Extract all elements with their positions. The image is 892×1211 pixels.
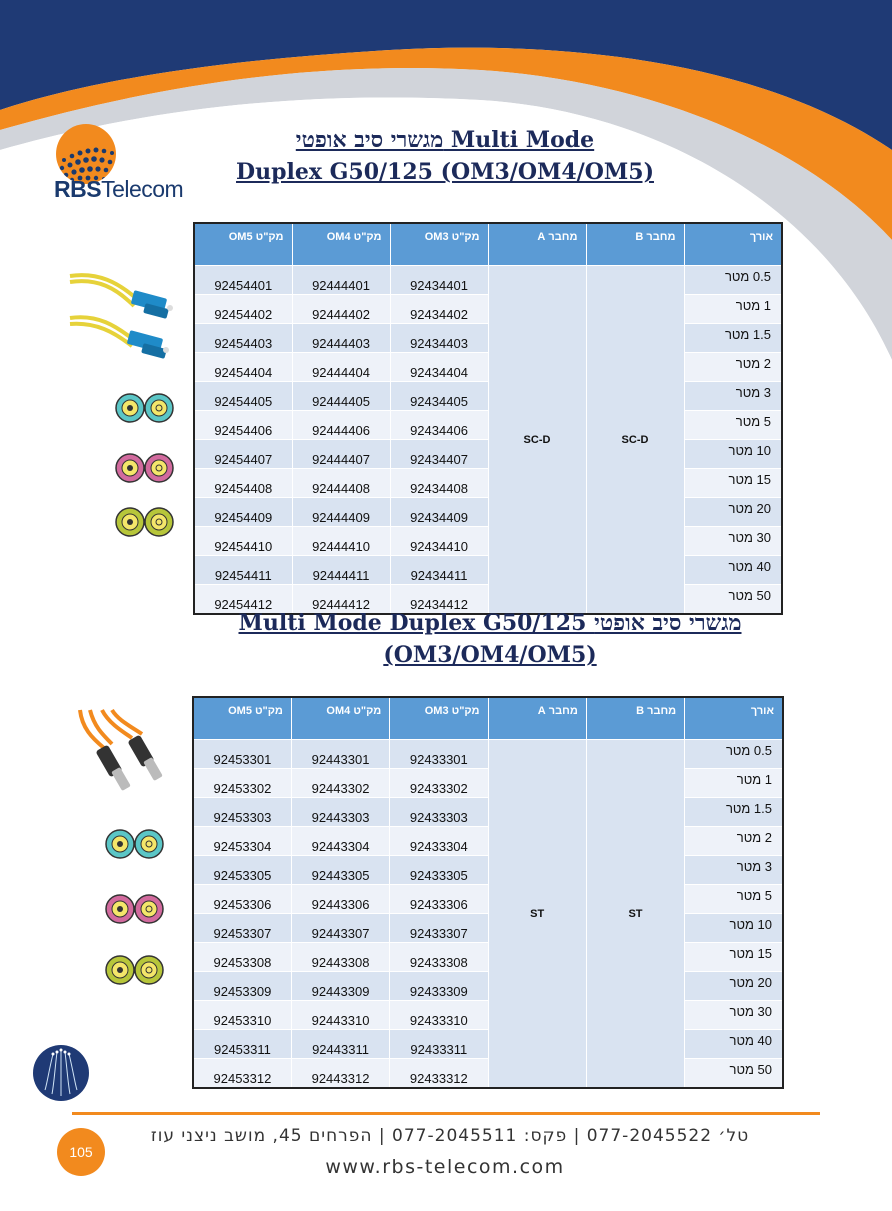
header-length: אורך (685, 697, 783, 740)
om4-sku-cell: 92443310 (291, 1001, 389, 1030)
fiber-bundle-emblem-icon (32, 1044, 90, 1102)
om4-fiber-icon (104, 893, 166, 925)
om5-sku-cell: 92453308 (193, 943, 291, 972)
om3-sku-cell: 92434406 (390, 411, 488, 440)
om3-sku-cell: 92434402 (390, 295, 488, 324)
table-row (193, 740, 783, 769)
om4-sku-cell: 92443311 (291, 1030, 389, 1059)
table-row (193, 1030, 783, 1059)
om3-sku-cell: 92433306 (390, 885, 488, 914)
om3-sku-cell: 92433303 (390, 798, 488, 827)
table-header-row (194, 223, 782, 266)
section-1-title-line1: מגשרי סיב אופטי Multi Mode (295, 127, 595, 153)
section-1-title-line2: Duplex G50/125 (OM3/OM4/OM5) (236, 159, 654, 185)
om5-sku-cell: 92453311 (193, 1030, 291, 1059)
table-row (193, 885, 783, 914)
om5-sku-cell: 92453305 (193, 856, 291, 885)
om5-sku-cell: 92453309 (193, 972, 291, 1001)
length-cell: 0.5 מטר (684, 266, 782, 295)
om3-sku-cell: 92433302 (390, 769, 488, 798)
om4-sku-cell: 92444404 (292, 353, 390, 382)
connector-a-cell: ST (488, 740, 586, 1089)
om3-sku-cell: 92434410 (390, 527, 488, 556)
table-row (193, 914, 783, 943)
om4-sku-cell: 92444412 (292, 585, 390, 615)
om4-sku-cell: 92444403 (292, 324, 390, 353)
length-cell: 1 מטר (684, 295, 782, 324)
brand-logo-text: RBSTelecom (54, 176, 184, 202)
header-om4: מק"ט OM4 (292, 223, 390, 266)
om3-sku-cell: 92433304 (390, 827, 488, 856)
header-om5: מק"ט OM5 (193, 697, 291, 740)
om5-sku-cell: 92454404 (194, 353, 292, 382)
length-cell: 15 מטר (684, 469, 782, 498)
table-row (193, 856, 783, 885)
om4-sku-cell: 92444406 (292, 411, 390, 440)
footer-contact-info: טל׳ 077-2045522 | פקס: 077-2045511 | הפרחים 45, מושב ניצני עוז (150, 1126, 750, 1146)
length-cell: 40 מטר (685, 1030, 783, 1059)
om5-sku-cell: 92454407 (194, 440, 292, 469)
length-cell: 2 מטר (685, 827, 783, 856)
om3-sku-cell: 92434409 (390, 498, 488, 527)
st-jumper-table (192, 696, 784, 1089)
header-om5: מק"ט OM5 (194, 223, 292, 266)
om3-sku-cell: 92434407 (390, 440, 488, 469)
om3-sku-cell: 92434403 (390, 324, 488, 353)
table-row (194, 266, 782, 295)
length-cell: 15 מטר (685, 943, 783, 972)
length-cell: 3 מטר (685, 856, 783, 885)
om3-fiber-icon (114, 392, 176, 424)
length-cell: 10 מטר (684, 440, 782, 469)
om3-sku-cell: 92433309 (390, 972, 488, 1001)
om5-sku-cell: 92454410 (194, 527, 292, 556)
length-cell: 1.5 מטר (684, 324, 782, 353)
om5-sku-cell: 92454406 (194, 411, 292, 440)
om5-sku-cell: 92454409 (194, 498, 292, 527)
length-cell: 10 מטר (685, 914, 783, 943)
length-cell: 3 מטר (684, 382, 782, 411)
om4-sku-cell: 92443302 (291, 769, 389, 798)
header-connector-a: מחבר A (488, 223, 586, 266)
om5-sku-cell: 92454401 (194, 266, 292, 295)
length-cell: 1 מטר (685, 769, 783, 798)
om4-sku-cell: 92443307 (291, 914, 389, 943)
header-length: אורך (684, 223, 782, 266)
st-duplex-cable-image (72, 708, 182, 800)
om4-sku-cell: 92444410 (292, 527, 390, 556)
om5-sku-cell: 92453307 (193, 914, 291, 943)
length-cell: 50 מטר (685, 1059, 783, 1089)
om4-sku-cell: 92443312 (291, 1059, 389, 1089)
section-2-title (200, 607, 780, 671)
om5-sku-cell: 92453302 (193, 769, 291, 798)
sc-jumper-table (193, 222, 783, 615)
om3-sku-cell: 92433301 (390, 740, 488, 769)
om5-sku-cell: 92453310 (193, 1001, 291, 1030)
length-cell: 50 מטר (684, 585, 782, 615)
length-cell: 30 מטר (684, 527, 782, 556)
length-cell: 20 מטר (684, 498, 782, 527)
length-cell: 2 מטר (684, 353, 782, 382)
om3-sku-cell: 92433311 (390, 1030, 488, 1059)
om4-sku-cell: 92443303 (291, 798, 389, 827)
header-connector-a: מחבר A (488, 697, 586, 740)
om4-sku-cell: 92444407 (292, 440, 390, 469)
om3-sku-cell: 92434401 (390, 266, 488, 295)
om5-sku-cell: 92454405 (194, 382, 292, 411)
om5-sku-cell: 92454408 (194, 469, 292, 498)
connector-b-cell: SC-D (586, 266, 684, 615)
om3-sku-cell: 92433308 (390, 943, 488, 972)
om5-sku-cell: 92453306 (193, 885, 291, 914)
table-row (193, 1059, 783, 1089)
om4-sku-cell: 92443308 (291, 943, 389, 972)
om4-sku-cell: 92443309 (291, 972, 389, 1001)
om3-sku-cell: 92434405 (390, 382, 488, 411)
length-cell: 30 מטר (685, 1001, 783, 1030)
om3-sku-cell: 92433305 (390, 856, 488, 885)
om4-sku-cell: 92443304 (291, 827, 389, 856)
om4-sku-cell: 92444409 (292, 498, 390, 527)
table-row (193, 769, 783, 798)
om4-sku-cell: 92444405 (292, 382, 390, 411)
om3-sku-cell: 92434411 (390, 556, 488, 585)
om5-sku-cell: 92454412 (194, 585, 292, 615)
om4-sku-cell: 92443305 (291, 856, 389, 885)
length-cell: 5 מטר (685, 885, 783, 914)
om4-sku-cell: 92444411 (292, 556, 390, 585)
om5-fiber-icon (104, 954, 166, 986)
om3-sku-cell: 92434404 (390, 353, 488, 382)
length-cell: 40 מטר (684, 556, 782, 585)
table-row (193, 972, 783, 1001)
om3-sku-cell: 92434408 (390, 469, 488, 498)
section-2-title-line2: (OM3/OM4/OM5) (383, 642, 597, 668)
om4-sku-cell: 92443306 (291, 885, 389, 914)
om5-sku-cell: 92454411 (194, 556, 292, 585)
om3-sku-cell: 92433307 (390, 914, 488, 943)
length-cell: 5 מטר (684, 411, 782, 440)
om4-sku-cell: 92444408 (292, 469, 390, 498)
connector-a-cell: SC-D (488, 266, 586, 615)
om4-sku-cell: 92443301 (291, 740, 389, 769)
om3-sku-cell: 92433312 (390, 1059, 488, 1089)
header-om3: מק"ט OM3 (390, 223, 488, 266)
table-row (193, 1001, 783, 1030)
om5-sku-cell: 92453312 (193, 1059, 291, 1089)
om3-sku-cell: 92433310 (390, 1001, 488, 1030)
table-row (193, 827, 783, 856)
connector-b-cell: ST (586, 740, 684, 1089)
footer-divider (72, 1112, 820, 1115)
header-connector-b: מחבר B (586, 223, 684, 266)
header-om3: מק"ט OM3 (390, 697, 488, 740)
om5-sku-cell: 92454402 (194, 295, 292, 324)
om5-sku-cell: 92453304 (193, 827, 291, 856)
om4-sku-cell: 92444402 (292, 295, 390, 324)
header-connector-b: מחבר B (586, 697, 684, 740)
om4-fiber-icon (114, 452, 176, 484)
om3-fiber-icon (104, 828, 166, 860)
header-om4: מק"ט OM4 (291, 697, 389, 740)
table-header-row (193, 697, 783, 740)
length-cell: 0.5 מטר (685, 740, 783, 769)
section-2-title-line1: Multi Mode Duplex G50/125 מגשרי סיב אופטי (238, 610, 742, 636)
table-row (193, 943, 783, 972)
length-cell: 1.5 מטר (685, 798, 783, 827)
footer-website-link[interactable]: www.rbs-telecom.com (325, 1156, 565, 1178)
om5-fiber-icon (114, 506, 176, 538)
om4-sku-cell: 92444401 (292, 266, 390, 295)
om3-sku-cell: 92434412 (390, 585, 488, 615)
om5-sku-cell: 92453301 (193, 740, 291, 769)
sc-duplex-cable-image (68, 262, 180, 368)
om5-sku-cell: 92453303 (193, 798, 291, 827)
table-row (193, 798, 783, 827)
length-cell: 20 מטר (685, 972, 783, 1001)
om5-sku-cell: 92454403 (194, 324, 292, 353)
section-1-title (180, 124, 710, 188)
page-number-badge: 105 (57, 1128, 105, 1176)
